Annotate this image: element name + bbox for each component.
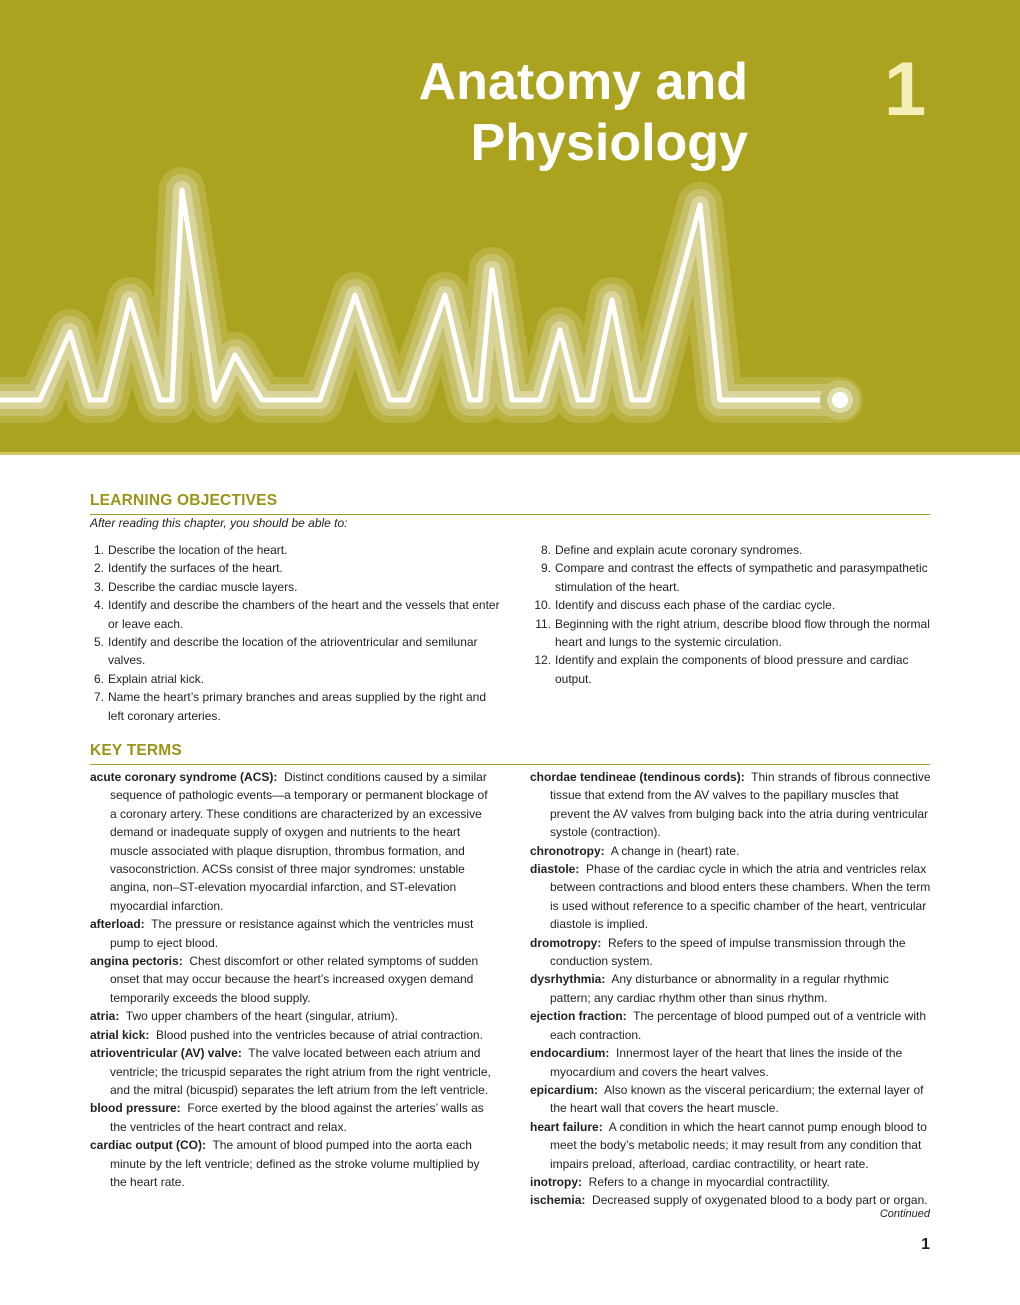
key-term-entry bbox=[530, 934, 932, 971]
objective-number: 6. bbox=[93, 671, 104, 686]
objective-number: 2. bbox=[93, 561, 104, 576]
key-term-name: dysrhythmia: bbox=[530, 972, 606, 987]
key-term-definition: The valve located between each atrium and ventricle; the tricuspid separates the right atrium from the right ventricle, and the mitral (bicuspid) separates the left atrium from the left ventricle. bbox=[110, 1046, 491, 1097]
key-term-entry bbox=[90, 1136, 492, 1191]
key-term-entry bbox=[90, 1026, 492, 1044]
key-term-name: epicardium: bbox=[530, 1082, 599, 1097]
continued-label: Continued bbox=[879, 1208, 930, 1220]
chapter-title-line-1: Anatomy and bbox=[418, 53, 748, 111]
objective-number: 8. bbox=[540, 543, 551, 557]
objective-text: Identify the surfaces of the heart. bbox=[108, 561, 283, 576]
key-term-entry bbox=[90, 915, 492, 952]
key-term-name: endocardium: bbox=[530, 1046, 610, 1061]
objective-number: 4. bbox=[93, 598, 104, 613]
key-term-entry bbox=[90, 1099, 492, 1136]
objective-text: Explain atrial kick. bbox=[108, 671, 205, 686]
objective-item bbox=[90, 688, 500, 725]
key-term-entry bbox=[530, 1191, 932, 1209]
objective-item bbox=[530, 559, 930, 596]
objective-item bbox=[90, 559, 500, 577]
key-term-definition: Chest discomfort or other related symptoms of sudden onset that may occur because the heart’s increased oxygen demand temporarily exceeds the blood supply. bbox=[110, 954, 479, 1005]
key-term-entry bbox=[530, 768, 932, 842]
key-term-definition: Two upper chambers of the heart (singular, atrium). bbox=[125, 1009, 398, 1024]
key-term-entry bbox=[530, 1081, 932, 1118]
key-term-definition: Phase of the cardiac cycle in which the atria and ventricles relax between contractions and blood enters these chambers. When the term is used without reference to a specific chamber of the heart, ventricular diastole is implied. bbox=[550, 862, 931, 932]
key-term-name: blood pressure: bbox=[90, 1101, 181, 1116]
chapter-title-line-2: Physiology bbox=[470, 114, 748, 172]
objective-number: 1. bbox=[93, 543, 104, 557]
objective-number: 9. bbox=[540, 561, 551, 576]
key-term-entry bbox=[530, 842, 932, 860]
objective-text: Describe the location of the heart. bbox=[108, 543, 288, 557]
key-term-entry bbox=[90, 768, 492, 915]
key-term-name: ischemia: bbox=[530, 1193, 586, 1208]
objective-text: Identify and discuss each phase of the cardiac cycle. bbox=[555, 598, 836, 613]
key-term-name: chordae tendineae (tendinous cords): bbox=[530, 770, 745, 784]
key-term-entry bbox=[530, 1173, 932, 1191]
objective-item bbox=[530, 596, 930, 614]
objective-text: Beginning with the right atrium, describe blood flow through the normal heart and lungs to the systemic circulation. bbox=[555, 616, 930, 650]
key-term-entry bbox=[530, 1007, 932, 1044]
key-term-name: diastole: bbox=[530, 862, 580, 877]
objective-number: 7. bbox=[93, 690, 104, 705]
key-term-name: acute coronary syndrome (ACS): bbox=[90, 770, 278, 784]
key-term-entry bbox=[530, 1118, 932, 1173]
key-term-definition: Blood pushed into the ventricles because of atrial contraction. bbox=[156, 1027, 483, 1042]
page-number: 1 bbox=[921, 1236, 930, 1253]
objective-text: Compare and contrast the effects of sympathetic and parasympathetic stimulation of the heart. bbox=[555, 561, 928, 594]
key-term-definition: The amount of blood pumped into the aorta each minute by the left ventricle; defined as the stroke volume multiplied by the heart rate. bbox=[110, 1138, 480, 1189]
key-term-name: inotropy: bbox=[530, 1174, 582, 1189]
chapter-number: 1 bbox=[884, 47, 927, 132]
objective-item bbox=[530, 651, 930, 688]
key-terms-heading: KEY TERMS bbox=[90, 742, 182, 759]
key-term-definition: Also known as the visceral pericardium; the external layer of the heart wall that covers the heart muscle. bbox=[550, 1082, 924, 1116]
objectives-list-left bbox=[90, 541, 500, 725]
key-term-definition: The pressure or resistance against which the ventricles must pump to eject blood. bbox=[110, 917, 474, 950]
objective-number: 10. bbox=[534, 598, 551, 613]
key-term-definition: The percentage of blood pumped out of a ventricle with each contraction. bbox=[550, 1009, 926, 1042]
key-terms-list-right bbox=[530, 768, 932, 1210]
key-terms-list-left bbox=[90, 768, 492, 1191]
objective-item bbox=[90, 633, 500, 670]
key-term-name: dromotropy: bbox=[530, 935, 602, 950]
key-term-definition: Thin strands of fibrous connective tissue that extend from the AV valves to the papillary muscles that prevent the AV valves from bulging back into the atria during ventricular systole (contraction). bbox=[550, 770, 931, 840]
objective-item bbox=[90, 541, 500, 559]
key-term-entry bbox=[90, 1007, 492, 1025]
key-term-name: atrial kick: bbox=[90, 1027, 150, 1042]
key-term-name: afterload: bbox=[90, 917, 145, 932]
key-term-entry bbox=[530, 1044, 932, 1081]
learning-objectives-intro: After reading this chapter, you should be able to: bbox=[90, 516, 348, 530]
objective-item bbox=[90, 578, 500, 596]
learning-objectives-rule bbox=[90, 514, 930, 515]
key-term-name: angina pectoris: bbox=[90, 954, 183, 969]
objective-item bbox=[90, 670, 500, 688]
objectives-list-right bbox=[530, 541, 930, 688]
objective-number: 5. bbox=[93, 635, 104, 650]
objective-number: 3. bbox=[93, 579, 104, 594]
key-terms-rule bbox=[90, 764, 930, 765]
objective-text: Identify and explain the components of blood pressure and cardiac output. bbox=[555, 653, 909, 686]
objective-text: Define and explain acute coronary syndromes. bbox=[555, 543, 803, 557]
key-term-name: heart failure: bbox=[530, 1119, 603, 1134]
objective-text: Name the heart’s primary branches and areas supplied by the right and left coronary arteries. bbox=[108, 690, 486, 723]
key-term-definition: A condition in which the heart cannot pump enough blood to meet the body’s metabolic needs; it may result from any condition that impairs preload, afterload, cardiac contractility, or heart rate. bbox=[550, 1119, 927, 1171]
key-term-entry bbox=[90, 952, 492, 1007]
objective-item bbox=[90, 596, 500, 633]
objective-number: 11. bbox=[535, 616, 551, 631]
key-term-name: atrioventricular (AV) valve: bbox=[90, 1046, 242, 1061]
key-term-definition: Refers to the speed of impulse transmission through the conduction system. bbox=[550, 935, 906, 969]
objective-text: Identify and describe the chambers of the heart and the vessels that enter or leave each. bbox=[108, 598, 500, 631]
objective-item bbox=[530, 615, 930, 652]
key-term-definition: Innermost layer of the heart that lines the inside of the myocardium and covers the heart valves. bbox=[550, 1046, 903, 1079]
key-term-entry bbox=[530, 970, 932, 1007]
objective-item bbox=[530, 541, 930, 559]
objective-text: Identify and describe the location of the atrioventricular and semilunar valves. bbox=[108, 635, 478, 668]
key-term-name: ejection fraction: bbox=[530, 1009, 627, 1024]
chapter-banner bbox=[0, 0, 1020, 452]
objective-text: Describe the cardiac muscle layers. bbox=[108, 579, 298, 594]
learning-objectives-heading: LEARNING OBJECTIVES bbox=[90, 492, 278, 509]
key-term-name: atria: bbox=[90, 1009, 120, 1024]
key-term-definition: Refers to a change in myocardial contractility. bbox=[588, 1174, 830, 1189]
key-term-entry bbox=[90, 1044, 492, 1099]
key-term-definition: A change in (heart) rate. bbox=[610, 843, 740, 858]
key-term-definition: Distinct conditions caused by a similar sequence of pathologic events—a temporary or permanent blockage of a coronary artery. These conditions are characterized by an excessive demand or inadequate supply of oxygen and nutrients to the heart muscle associated with plaque disruption, thrombus formation, and vasoconstriction. ACSs consist of three major syndromes: unstable angina, non–ST-elevation myocardial infarction, and ST-elevation myocardial infarction. bbox=[110, 770, 488, 913]
key-term-definition: Any disturbance or abnormality in a regular rhythmic pattern; any cardiac rhythm other than sinus rhythm. bbox=[550, 972, 889, 1005]
objective-number: 12. bbox=[534, 653, 551, 668]
key-term-name: chronotropy: bbox=[530, 843, 605, 858]
key-term-entry bbox=[530, 860, 932, 934]
key-term-definition: Decreased supply of oxygenated blood to a body part or organ. bbox=[592, 1193, 928, 1208]
banner-divider bbox=[0, 452, 1020, 455]
key-term-name: cardiac output (CO): bbox=[90, 1138, 206, 1153]
key-term-definition: Force exerted by the blood against the arteries’ walls as the ventricles of the heart contract and relax. bbox=[110, 1101, 484, 1134]
chapter-title bbox=[419, 52, 748, 174]
